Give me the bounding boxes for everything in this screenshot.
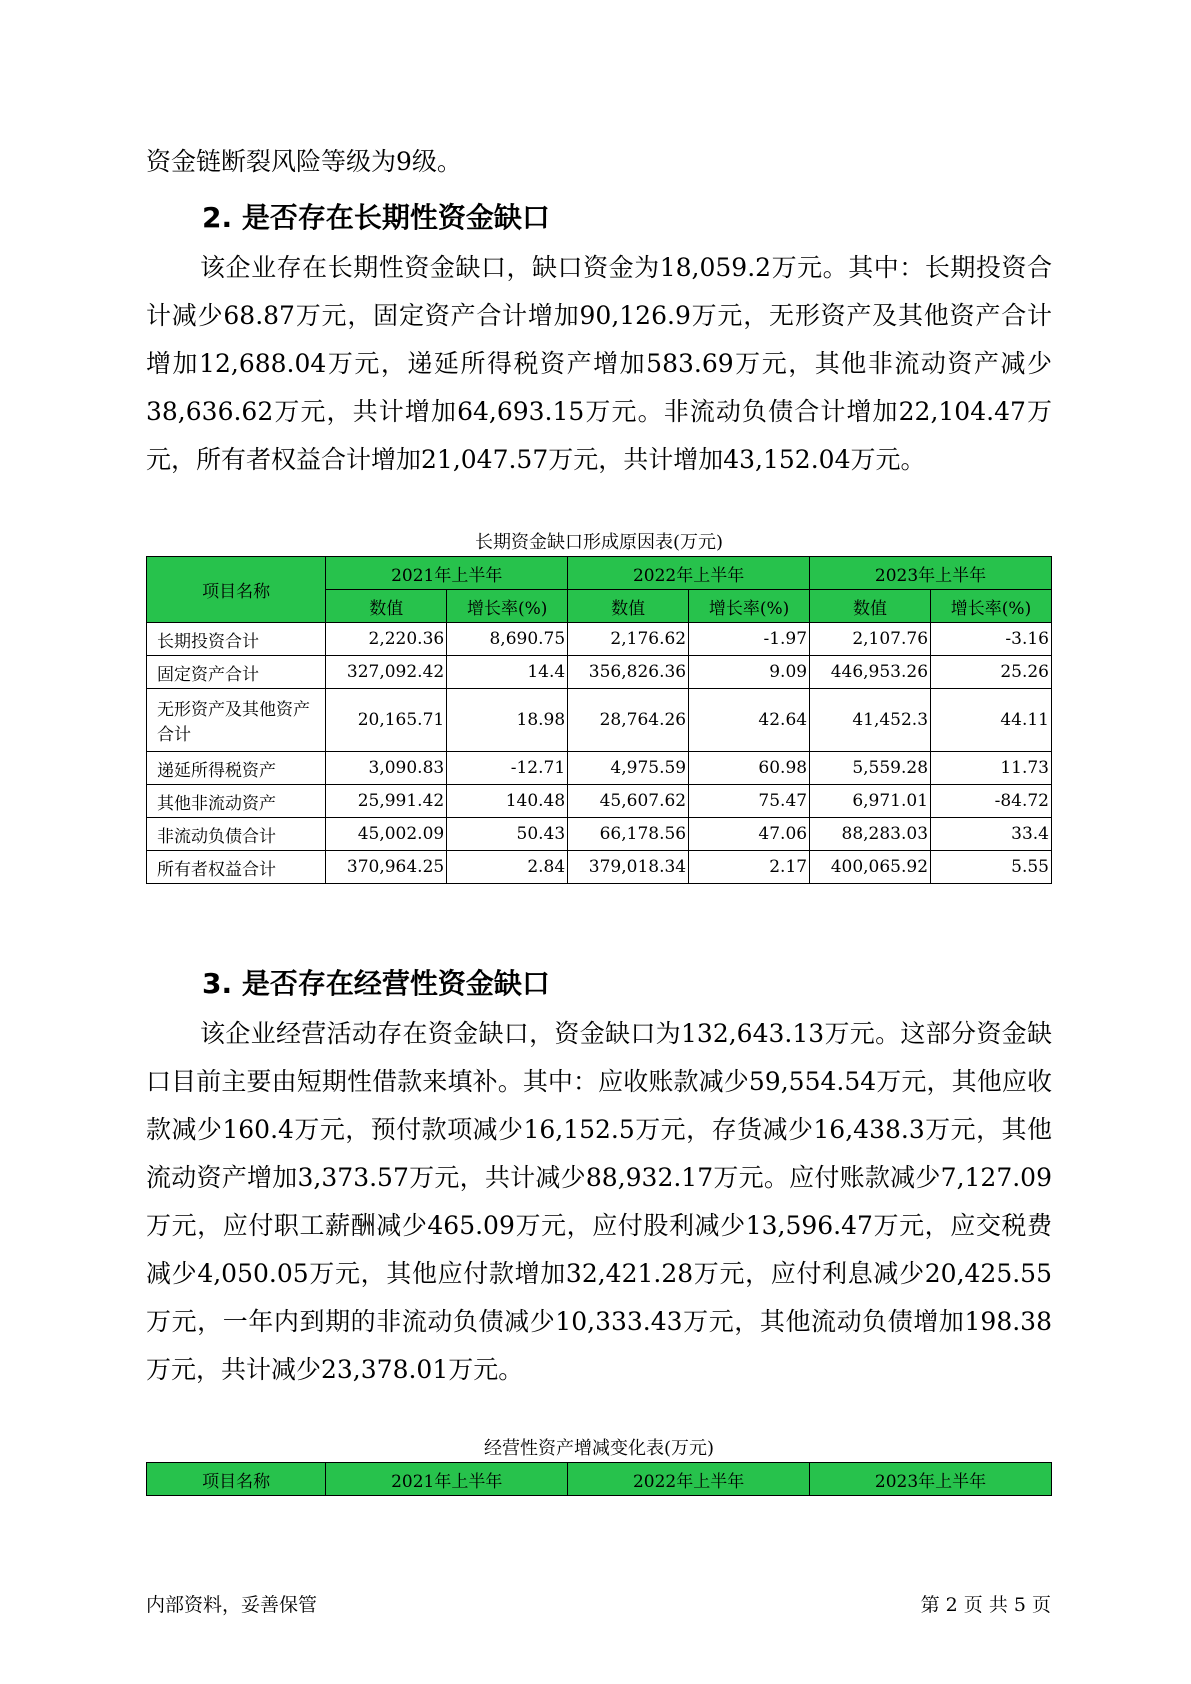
period-header: 2021年上半年 (326, 1463, 568, 1496)
section2-heading: 2. 是否存在长期性资金缺口 (202, 201, 550, 234)
long-term-gap-table (146, 556, 1052, 884)
cell: 2.17 (689, 851, 810, 884)
cell: 42.64 (689, 689, 810, 752)
cell: -3.16 (931, 623, 1052, 656)
cell: 356,826.36 (568, 656, 689, 689)
subcol-header: 增长率(%) (447, 590, 568, 623)
cell: -84.72 (931, 785, 1052, 818)
cell: 50.43 (447, 818, 568, 851)
row-name: 无形资产及其他资产合计 (147, 689, 326, 752)
cell: 5.55 (931, 851, 1052, 884)
row-name: 非流动负债合计 (147, 818, 326, 851)
period-header: 2023年上半年 (810, 557, 1052, 590)
subcol-header: 数值 (568, 590, 689, 623)
cell: 2,220.36 (326, 623, 447, 656)
cell: 6,971.01 (810, 785, 931, 818)
cell: 327,092.42 (326, 656, 447, 689)
cell: 66,178.56 (568, 818, 689, 851)
cell: 41,452.3 (810, 689, 931, 752)
cell: 18.98 (447, 689, 568, 752)
cell: 28,764.26 (568, 689, 689, 752)
section3-paragraph: 该企业经营活动存在资金缺口，资金缺口为132,643.13万元。这部分资金缺口目前主要由短期性借款来填补。其中：应收账款减少59,554.54万元，其他应收款减少160.4万元，预付款项减少16,152.5万元，存货减少16,438.3万元，其他流动资产增加3,373.57万元，共计减少88,932.17万元。应付账款减少7,127.09万元，应付职工薪酬减少465.09万元，应付股利减少13,596.47万元，应交税费减少4,050.05万元，其他应付款增加32,421.28万元，应付利息减少20,425.55万元，一年内到期的非流动负债减少10,333.43万元，其他流动负债增加198.38万元，共计减少23,378.01万元。 (146, 1019, 1052, 1384)
cell: 370,964.25 (326, 851, 447, 884)
cell: 60.98 (689, 752, 810, 785)
footer-confidential: 内部资料，妥善保管 (146, 1594, 318, 1616)
intro-line: 资金链断裂风险等级为9级。 (146, 147, 462, 176)
subcol-header: 增长率(%) (931, 590, 1052, 623)
subcol-header: 增长率(%) (689, 590, 810, 623)
table-row (147, 623, 1052, 656)
table-row (147, 818, 1052, 851)
cell: 44.11 (931, 689, 1052, 752)
cell: 47.06 (689, 818, 810, 851)
cell: 8,690.75 (447, 623, 568, 656)
table2-caption: 经营性资产增减变化表(万元) (483, 1438, 715, 1459)
table-row (147, 752, 1052, 785)
cell: 25,991.42 (326, 785, 447, 818)
cell: 33.4 (931, 818, 1052, 851)
table-row (147, 689, 1052, 752)
cell: 5,559.28 (810, 752, 931, 785)
cell: 75.47 (689, 785, 810, 818)
period-header: 2022年上半年 (568, 557, 810, 590)
row-name: 固定资产合计 (147, 656, 326, 689)
cell: 2.84 (447, 851, 568, 884)
table-row (147, 656, 1052, 689)
cell: 140.48 (447, 785, 568, 818)
footer-page-number: 第 2 页 共 5 页 (920, 1594, 1051, 1616)
cell: 20,165.71 (326, 689, 447, 752)
row-name: 所有者权益合计 (147, 851, 326, 884)
cell: 3,090.83 (326, 752, 447, 785)
table1-caption: 长期资金缺口形成原因表(万元) (474, 532, 724, 553)
cell: 25.26 (931, 656, 1052, 689)
row-name: 长期投资合计 (147, 623, 326, 656)
cell: 400,065.92 (810, 851, 931, 884)
period-header: 2021年上半年 (326, 557, 568, 590)
subcol-header: 数值 (326, 590, 447, 623)
cell: 446,953.26 (810, 656, 931, 689)
table-row (147, 851, 1052, 884)
cell: 4,975.59 (568, 752, 689, 785)
section2-paragraph: 该企业存在长期性资金缺口，缺口资金为18,059.2万元。其中：长期投资合计减少68.87万元，固定资产合计增加90,126.9万元，无形资产及其他资产合计增加12,688.04万元，递延所得税资产增加583.69万元，其他非流动资产减少38,636.62万元，共计增加64,693.15万元。非流动负债合计增加22,104.47万元，所有者权益合计增加21,047.57万元，共计增加43,152.04万元。 (146, 253, 1052, 474)
cell: 11.73 (931, 752, 1052, 785)
subcol-header: 数值 (810, 590, 931, 623)
cell: 14.4 (447, 656, 568, 689)
cell: 45,002.09 (326, 818, 447, 851)
col-item-header: 项目名称 (147, 1463, 326, 1496)
row-name: 递延所得税资产 (147, 752, 326, 785)
section3-heading: 3. 是否存在经营性资金缺口 (202, 967, 550, 1000)
cell: -1.97 (689, 623, 810, 656)
row-name: 其他非流动资产 (147, 785, 326, 818)
period-header: 2022年上半年 (568, 1463, 810, 1496)
cell: 9.09 (689, 656, 810, 689)
cell: 2,107.76 (810, 623, 931, 656)
table-row (147, 785, 1052, 818)
cell: 2,176.62 (568, 623, 689, 656)
cell: -12.71 (447, 752, 568, 785)
cell: 379,018.34 (568, 851, 689, 884)
period-header: 2023年上半年 (810, 1463, 1052, 1496)
cell: 88,283.03 (810, 818, 931, 851)
operating-assets-table (146, 1462, 1052, 1496)
col-item-header: 项目名称 (147, 557, 326, 623)
cell: 45,607.62 (568, 785, 689, 818)
